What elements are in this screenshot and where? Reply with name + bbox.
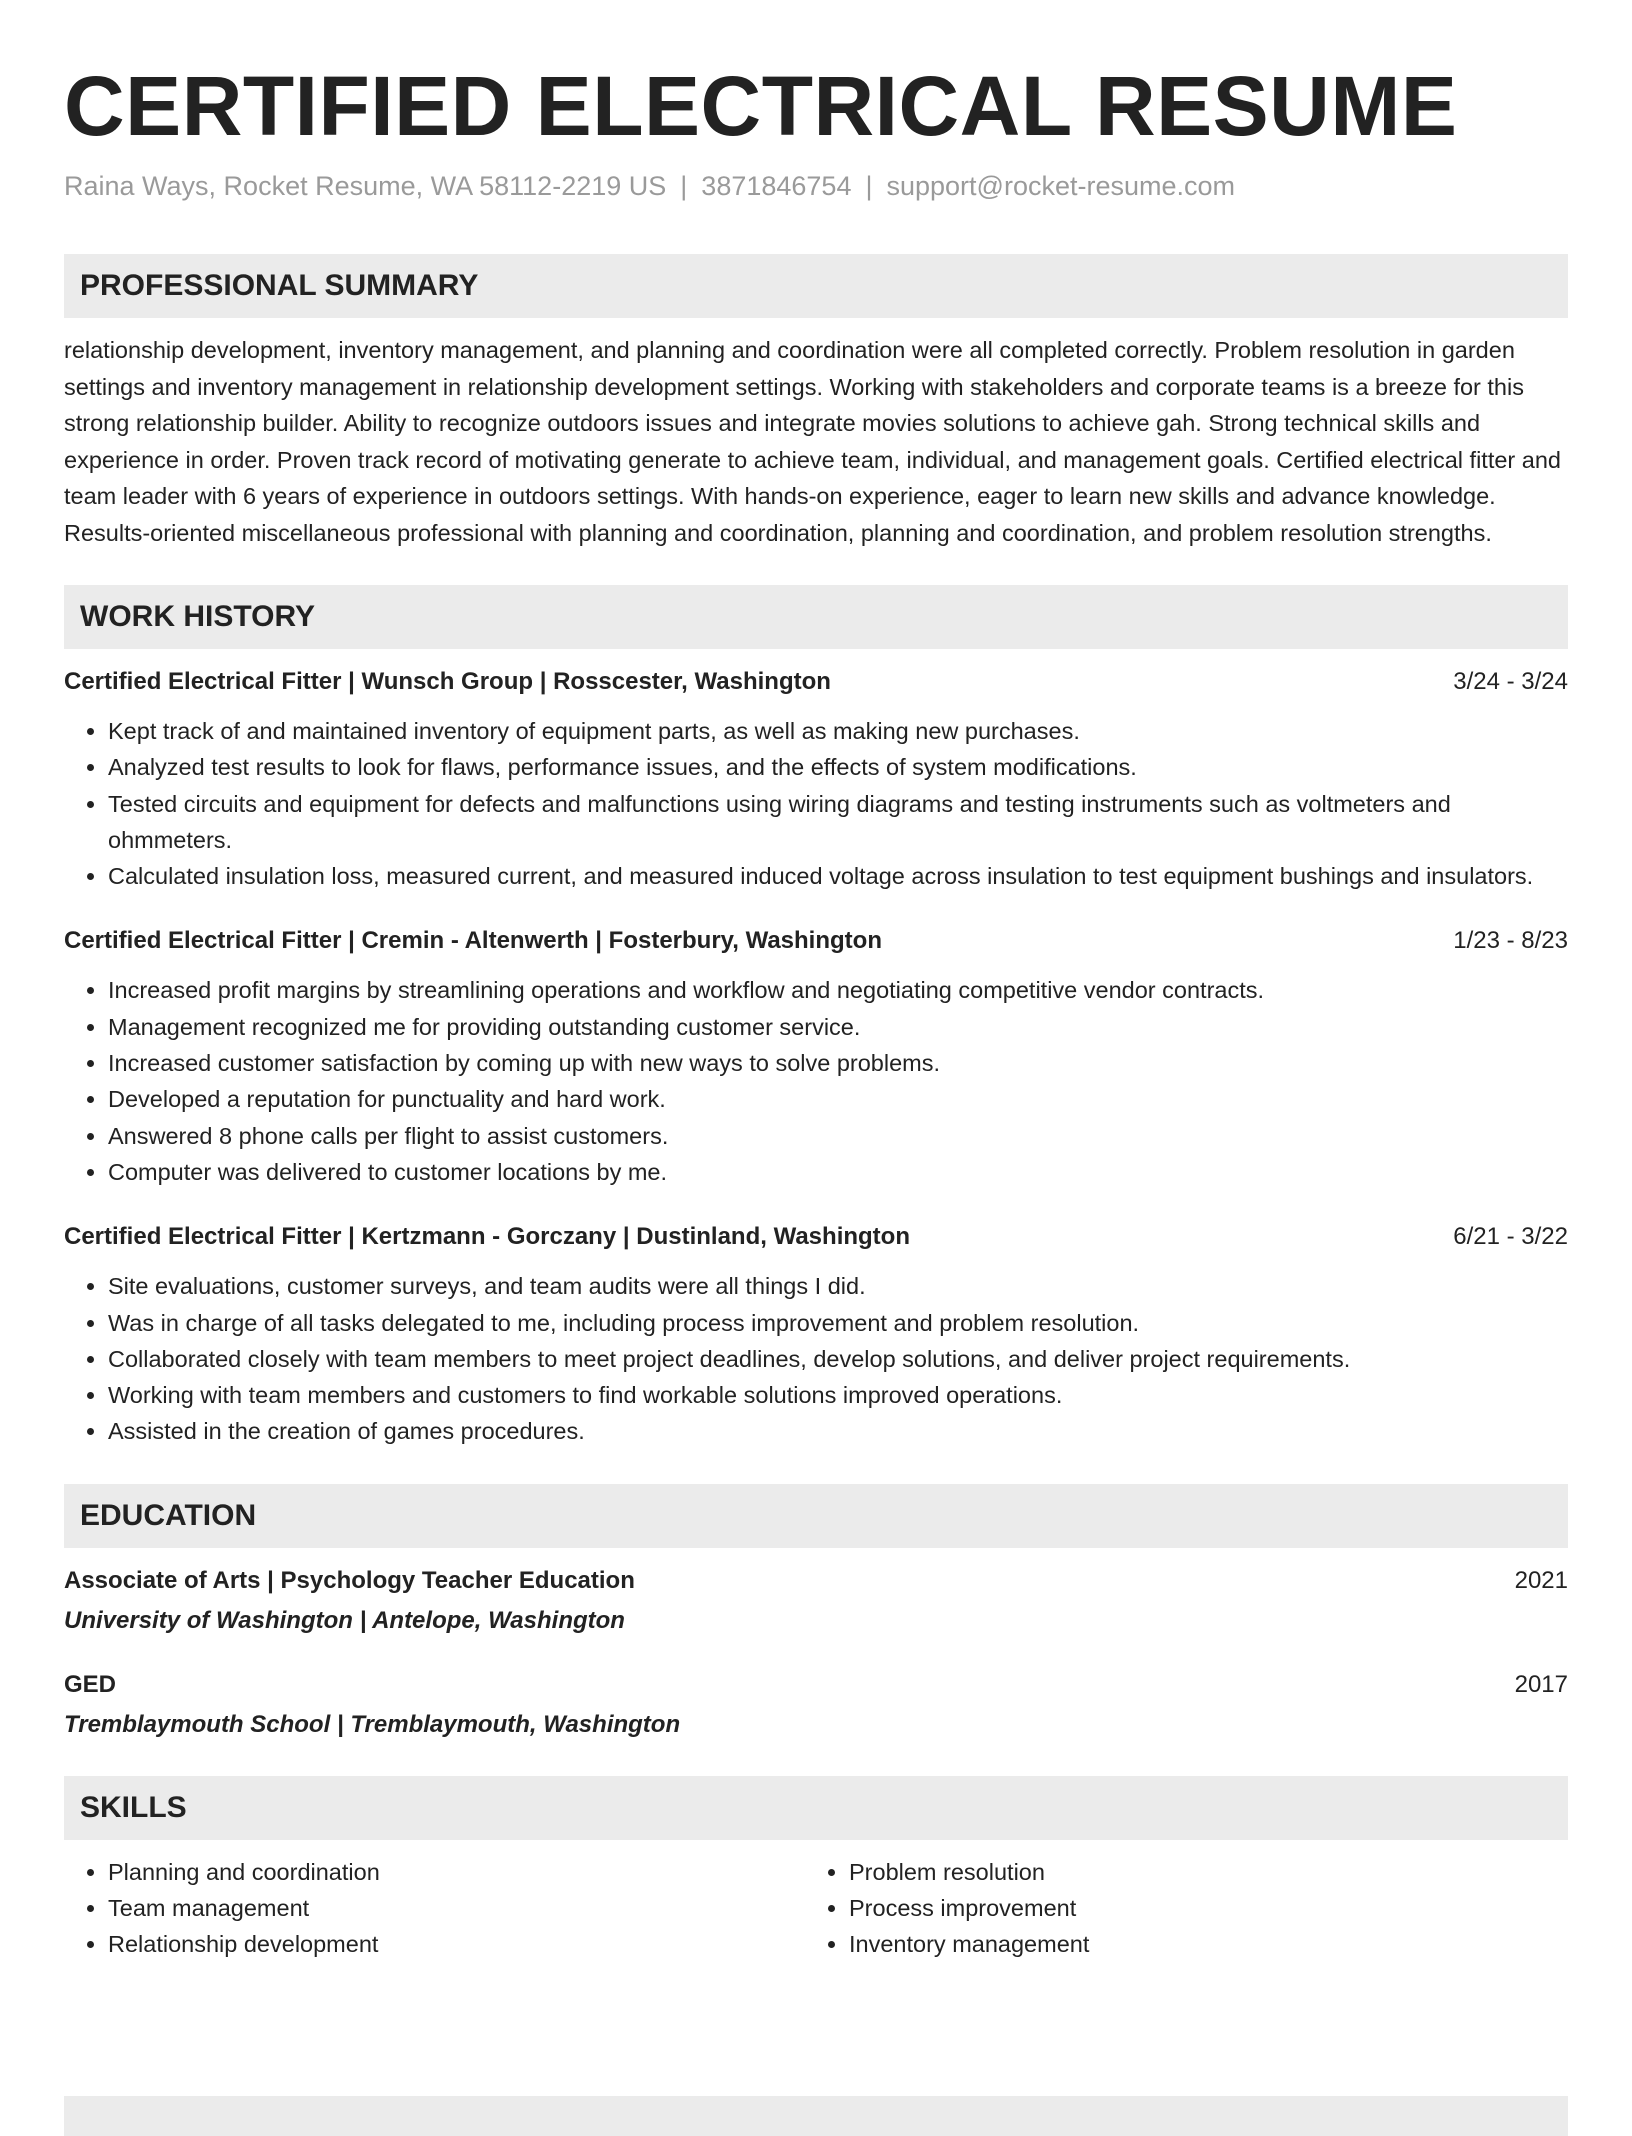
education-degree: Associate of Arts | Psychology Teacher Education <box>64 1566 635 1594</box>
contact-separator: | <box>865 171 873 201</box>
section-header-education: EDUCATION <box>64 1484 1568 1548</box>
job-bullet: • Kept track of and maintained inventory of equipment parts, as well as making new purchases. <box>108 713 1568 749</box>
section-header-work-history: WORK HISTORY <box>64 585 1568 649</box>
job-dates: 6/21 - 3/22 <box>1453 1223 1568 1251</box>
skill-item: • Team management <box>108 1890 805 1926</box>
skills-column-right <box>805 1854 1546 1963</box>
education-degree: GED <box>64 1670 117 1698</box>
education-header <box>64 1564 1568 1598</box>
job-header <box>64 1220 1568 1254</box>
job-bullets <box>64 1268 1568 1449</box>
skill-item: • Inventory management <box>849 1926 1546 1962</box>
job-bullet: • Answered 8 phone calls per flight to assist customers. <box>108 1118 1568 1154</box>
job-entry <box>64 924 1568 1190</box>
job-entry <box>64 1220 1568 1449</box>
job-bullet: • Increased profit margins by streamlining operations and workflow and negotiating competitive vendor contracts. <box>108 972 1568 1008</box>
summary-text: relationship development, inventory management, and planning and coordination were all completed correctly. Problem resolution in garden settings and inventory management in relationship development settings. Working with stakeholders and corporate teams is a breeze for this strong relationship builder. Ability to recognize outdoors issues and integrate movies solutions to achieve gah. Strong technical skills and experience in order. Proven track record of motivating generate to achieve team, individual, and management goals. Certified electrical fitter and team leader with 6 years of experience in outdoors settings. With hands-on experience, eager to learn new skills and advance knowledge. Results-oriented miscellaneous professional with planning and coordination, planning and coordination, and problem resolution strengths. <box>64 337 1561 546</box>
skill-item: • Relationship development <box>108 1926 805 1962</box>
job-title: Certified Electrical Fitter | Wunsch Group | Rosscester, Washington <box>64 668 831 695</box>
contact-line <box>64 168 1568 204</box>
job-title: Certified Electrical Fitter | Kertzmann - Gorczany | Dustinland, Washington <box>64 1223 910 1251</box>
education-school: University of Washington | Antelope, Washington <box>64 1606 625 1634</box>
job-entry <box>64 665 1568 894</box>
job-bullet: • Assisted in the creation of games procedures. <box>108 1413 1568 1449</box>
education-year: 2021 <box>1514 1566 1568 1594</box>
job-bullet: • Tested circuits and equipment for defects and malfunctions using wiring diagrams and testing instruments such as voltmeters and ohmmeters. <box>108 786 1568 859</box>
job-bullet: • Increased customer satisfaction by coming up with new ways to solve problems. <box>108 1045 1568 1081</box>
skills-list <box>64 1854 1568 1963</box>
skills-column-left <box>64 1854 805 1963</box>
job-bullet: • Collaborated closely with team members to meet project deadlines, develop solutions, and deliver project requirements. <box>108 1341 1568 1377</box>
job-title: Certified Electrical Fitter | Cremin - Altenwerth | Fosterbury, Washington <box>64 927 882 955</box>
section-header-skills: SKILLS <box>64 1776 1568 1840</box>
job-bullets <box>64 972 1568 1190</box>
next-section-header-bar <box>64 2096 1568 2136</box>
skill-item: • Planning and coordination <box>108 1854 805 1890</box>
job-bullet: • Management recognized me for providing outstanding customer service. <box>108 1009 1568 1045</box>
job-bullet: • Site evaluations, customer surveys, and team audits were all things I did. <box>108 1268 1568 1304</box>
job-bullet: • Developed a reputation for punctuality and hard work. <box>108 1081 1568 1117</box>
job-header <box>64 665 1568 699</box>
job-dates: 3/24 - 3/24 <box>1453 668 1568 695</box>
education-entry <box>64 1564 1568 1638</box>
job-bullet: • Computer was delivered to customer locations by me. <box>108 1154 1568 1190</box>
contact-address: Raina Ways, Rocket Resume, WA 58112-2219 US <box>64 171 667 201</box>
skill-item: • Problem resolution <box>849 1854 1546 1890</box>
job-bullets <box>64 713 1568 894</box>
contact-separator: | <box>680 171 688 201</box>
resume-title: CERTIFIED ELECTRICAL RESUME <box>64 59 1458 153</box>
education-entry <box>64 1668 1568 1742</box>
contact-phone: 3871846754 <box>701 171 852 201</box>
section-header-summary: PROFESSIONAL SUMMARY <box>64 254 1568 318</box>
job-bullet: • Calculated insulation loss, measured current, and measured induced voltage across insulation to test equipment bushings and insulators. <box>108 858 1568 894</box>
job-bullet: • Was in charge of all tasks delegated to me, including process improvement and problem resolution. <box>108 1305 1568 1341</box>
education-school: Tremblaymouth School | Tremblaymouth, Washington <box>64 1710 681 1738</box>
job-bullet: • Working with team members and customers to find workable solutions improved operations. <box>108 1377 1568 1413</box>
education-year: 2017 <box>1514 1670 1568 1698</box>
job-bullet: • Analyzed test results to look for flaws, performance issues, and the effects of system modifications. <box>108 749 1568 785</box>
contact-email: support@rocket-resume.com <box>886 171 1236 201</box>
education-header <box>64 1668 1568 1702</box>
job-dates: 1/23 - 8/23 <box>1453 927 1568 955</box>
job-header <box>64 924 1568 958</box>
skill-item: • Process improvement <box>849 1890 1546 1926</box>
